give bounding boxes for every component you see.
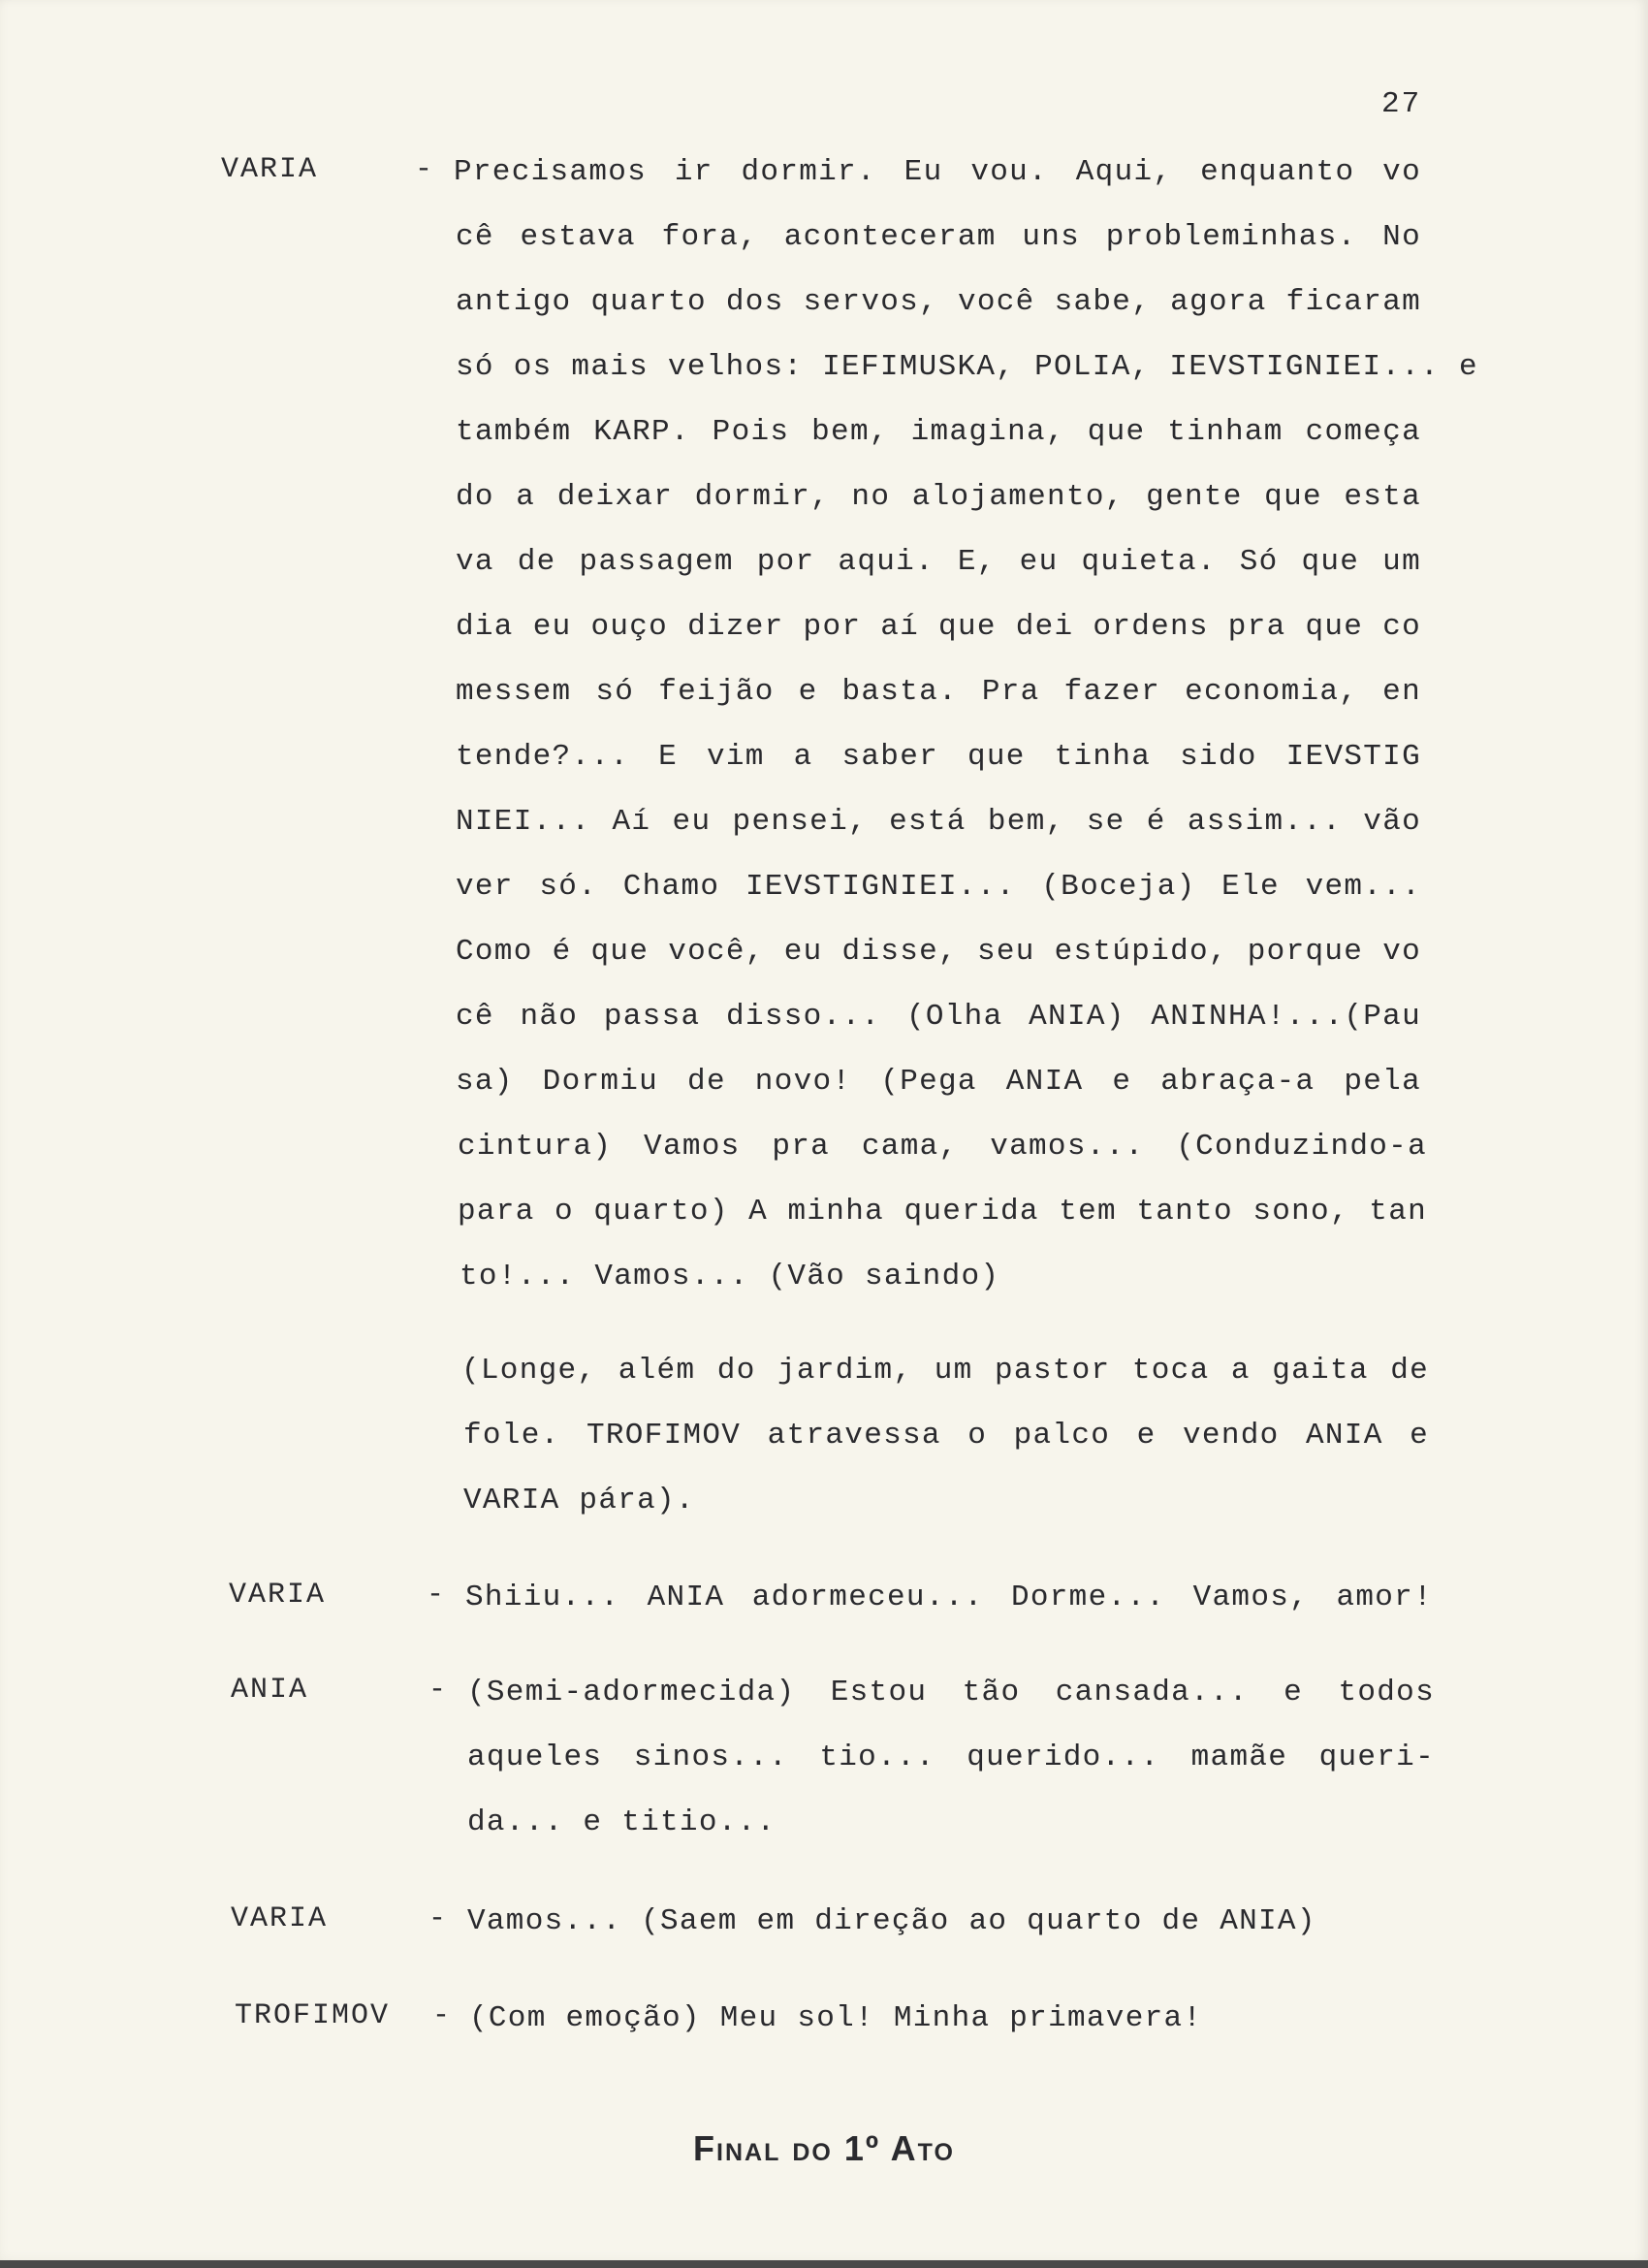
dialogue-line: cê não passa disso... (Olha ANIA) ANINHA!...(Pau — [456, 1000, 1421, 1034]
dialogue-line: (Semi-adormecida) Estou tão cansada... e todos — [467, 1676, 1435, 1709]
dialogue-dash: - — [432, 1999, 451, 2032]
page-number: 27 — [1381, 87, 1422, 121]
speaker-name: VARIA — [221, 153, 319, 186]
dialogue-line: sa) Dormiu de novo! (Pega ANIA e abraça-a pela — [456, 1065, 1421, 1099]
act-end-title: Final do 1º Ato — [693, 2128, 955, 2168]
dialogue-line: ver só. Chamo IEVSTIGNIEI... (Boceja) Ele vem... — [456, 870, 1421, 904]
dialogue-line: também KARP. Pois bem, imagina, que tinham começa — [456, 415, 1421, 449]
dialogue-line: cintura) Vamos pra cama, vamos... (Conduzindo-a — [458, 1130, 1427, 1164]
stage-direction-line: VARIA pára). — [463, 1484, 695, 1517]
dialogue-line: dia eu ouço dizer por aí que dei ordens pra que co — [456, 610, 1421, 644]
dialogue-line: va de passagem por aqui. E, eu quieta. Só que um — [456, 545, 1421, 579]
dialogue-line: só os mais velhos: IEFIMUSKA, POLIA, IEVSTIGNIEI... e — [456, 350, 1478, 384]
dialogue-line: Precisamos ir dormir. Eu vou. Aqui, enquanto vo — [454, 155, 1421, 189]
speaker-name: VARIA — [231, 1902, 329, 1935]
dialogue-dash: - — [427, 1579, 445, 1612]
dialogue-line: messem só feijão e basta. Pra fazer economia, en — [456, 675, 1421, 709]
stage-direction-line: fole. TROFIMOV atravessa o palco e vendo ANIA e — [463, 1419, 1429, 1453]
dialogue-line: da... e titio... — [467, 1805, 776, 1839]
dialogue-dash: - — [428, 1674, 447, 1707]
dialogue-line: (Com emoção) Meu sol! Minha primavera! — [469, 2001, 1203, 2035]
stage-direction-line: (Longe, além do jardim, um pastor toca a gaita de — [461, 1354, 1429, 1388]
dialogue-line: Vamos... (Saem em direção ao quarto de ANIA) — [467, 1904, 1316, 1938]
dialogue-line: Shiiu... ANIA adormeceu... Dorme... Vamos, amor! — [465, 1581, 1433, 1614]
dialogue-dash: - — [428, 1902, 447, 1935]
dialogue-line: para o quarto) A minha querida tem tanto sono, tan — [458, 1195, 1427, 1229]
dialogue-line: Como é que você, eu disse, seu estúpido, porque vo — [456, 935, 1421, 969]
dialogue-line: cê estava fora, aconteceram uns probleminhas. No — [456, 220, 1421, 254]
dialogue-line: to!... Vamos... (Vão saindo) — [460, 1260, 1000, 1294]
dialogue-line: tende?... E vim a saber que tinha sido IEVSTIG — [456, 740, 1421, 774]
dialogue-dash: - — [415, 153, 433, 186]
dialogue-line: do a deixar dormir, no alojamento, gente que esta — [456, 480, 1421, 514]
speaker-name: TROFIMOV — [235, 1999, 391, 2032]
speaker-name: VARIA — [229, 1579, 327, 1612]
dialogue-line: antigo quarto dos servos, você sabe, agora ficaram — [456, 285, 1421, 319]
dialogue-line: aqueles sinos... tio... querido... mamãe queri- — [467, 1741, 1435, 1774]
dialogue-line: NIEI... Aí eu pensei, está bem, se é assim... vão — [456, 805, 1421, 839]
scan-edge — [0, 2260, 1648, 2268]
speaker-name: ANIA — [231, 1674, 309, 1707]
